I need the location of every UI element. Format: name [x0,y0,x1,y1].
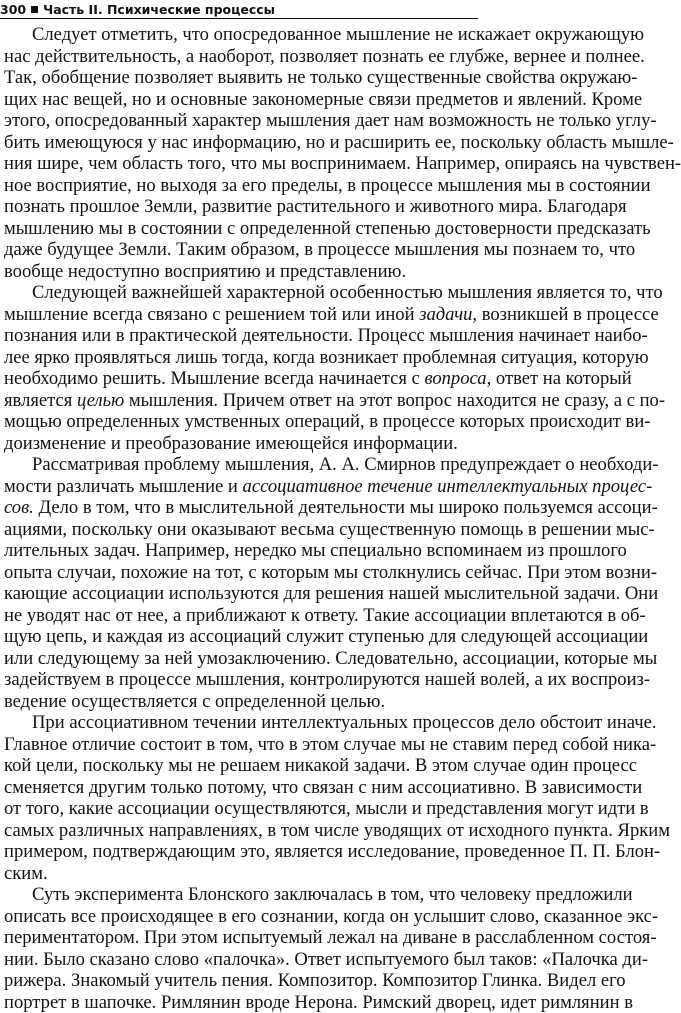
text-run: периментатором. При этом испытуемый лежал на диване в расслабленном состоя- [4,927,657,948]
text-line [4,540,616,562]
text-line [4,583,616,605]
text-line [4,196,616,218]
text-line [4,970,616,992]
text-run: необходимо решить. Мышление всегда начинается с [4,368,425,389]
text-line [4,562,616,584]
text-run: задействуем в процессе мышления, контролируются нашей волей, а их воспроиз- [4,669,650,690]
italic-text: целью [77,390,124,411]
text-line [4,992,616,1013]
text-line [4,949,616,971]
paragraph [4,24,616,282]
text-line [4,110,616,132]
italic-text: сов. [4,497,34,518]
text-line [4,218,616,240]
text-line [4,46,616,68]
text-line [4,433,616,455]
text-line [4,390,616,412]
text-run: познания или в практической деятельности. Процесс мышления начинает наибо- [4,325,648,346]
paragraph [4,712,616,884]
text-run: Рассматривая проблему мышления, А. А. Смирнов предупреждает о необходи- [32,454,659,475]
text-run: лее ярко проявляться лишь тогда, когда возникает проблемная ситуация, которую [4,347,649,368]
text-line [4,325,616,347]
text-line [4,734,616,756]
text-line [4,454,616,476]
text-run: познать прошлое Земли, развитие растительного и животного мира. Благодаря [4,196,627,217]
text-line [4,67,616,89]
text-run: не уводят нас от нее, а приближают к ответу. Такие ассоциации вплетаются в об- [4,605,646,626]
text-run: ским. [4,863,48,884]
body-text [4,24,616,1013]
text-line [4,691,616,713]
text-line [4,605,616,627]
text-run: мышления. Причем ответ на этот вопрос находится не сразу, а с по- [124,390,665,411]
text-line [4,648,616,670]
text-line [4,519,616,541]
text-run: мощью определенных умственных операций, в процессе которых происходит ви- [4,411,650,432]
text-run: ное восприятие, но выходя за его пределы, в процессе мышления мы в состоянии [4,175,651,196]
text-run: сменяется другим только потому, что связан с ним ассоциативно. В зависимости [4,777,642,798]
text-run: от того, какие ассоциации осуществляются, мысли и представления могут идти в [4,798,649,819]
text-line [4,24,616,46]
text-run: портрет в шапочке. Римлянин вроде Нерона. Римский дворец, идет римлянин в [4,992,633,1013]
text-run: является [4,390,77,411]
text-run: мышлению мы в состоянии с определенной степенью достоверности предсказать [4,218,651,239]
paragraph [4,282,616,454]
italic-text: задачи [419,304,472,325]
text-line [4,347,616,369]
text-run: Следует отметить, что опосредованное мышление не искажает окружающую [32,24,644,45]
text-run: ния шире, чем область того, что мы воспринимаем. Например, опираясь на чувствен- [4,153,681,174]
text-run: Так, обобщение позволяет выявить не только существенные свойства окружаю- [4,67,637,88]
text-line [4,777,616,799]
text-run: примером, подтверждающим это, является исследование, проведенное П. П. Блон- [4,841,660,862]
text-run: описать все происходящее в его сознании, когда он услышит слово, сказанное экс- [4,906,658,927]
text-line [4,669,616,691]
text-line [4,239,616,261]
text-line [4,798,616,820]
text-line [4,368,616,390]
italic-text: вопроса [425,368,487,389]
italic-text: ассоциативное течение интеллектуальных процес- [243,476,653,497]
running-head [0,0,478,19]
text-line [4,927,616,949]
text-run: щих нас вещей, но и основные закономерные связи предметов и явлений. Кроме [4,89,642,110]
text-line [4,153,616,175]
text-line [4,906,616,928]
text-run: , ответ на который [487,368,632,389]
text-run: или следующему за ней умозаключению. Следовательно, ассоциации, которые мы [4,648,657,669]
text-run: Дело в том, что в мыслительной деятельности мы широко пользуемся ассоци- [34,497,658,518]
text-line [4,304,616,326]
text-line [4,820,616,842]
text-line [4,755,616,777]
text-run: доизменение и преобразование имеющейся информации. [4,433,458,454]
page-number: 300 [0,1,26,18]
text-run: лительных задач. Например, нередко мы специально вспоминаем из прошлого [4,540,627,561]
text-run: бить имеющуюся у нас информацию, но и расширить ее, поскольку область мышле- [4,132,674,153]
text-run: , возникшей в процессе [472,304,658,325]
square-bullet-icon [31,6,38,13]
text-run: даже будущее Земли. Таким образом, в процессе мышления мы познаем то, что [4,239,635,260]
text-run: этого, опосредованный характер мышления дает нам возможность не только углу- [4,110,657,131]
text-run: опыта случаи, похожие на тот, с которым мы столкнулись сейчас. При этом возни- [4,562,657,583]
text-line [4,89,616,111]
text-run: ациями, поскольку они оказывают весьма существенную помощь в решении мыс- [4,519,655,540]
text-run: вообще недоступно восприятию и представлению. [4,261,406,282]
text-run: рижера. Знакомый учитель пения. Композитор. Композитор Глинка. Видел его [4,970,626,991]
text-run: щую цепь, и каждая из ассоциаций служит ступенью для следующей ассоциации [4,626,648,647]
text-run: мышление всегда связано с решением той или иной [4,304,419,325]
text-run: нии. Было сказано слово «палочка». Ответ испытуемого был таков: «Палочка ди- [4,949,648,970]
text-line [4,282,616,304]
text-line [4,175,616,197]
text-line [4,712,616,734]
text-line [4,626,616,648]
text-run: Главное отличие состоит в том, что в этом случае мы не ставим перед собой ника- [4,734,656,755]
text-line [4,884,616,906]
section-title: Часть II. Психические процессы [43,1,275,18]
text-run: ведение осуществляется с определенной целью. [4,691,385,712]
text-run: самых различных направлениях, в том числе уводящих от исходного пункта. Ярким [4,820,670,841]
text-run: При ассоциативном течении интеллектуальных процессов дело обстоит иначе. [32,712,657,733]
text-line [4,863,616,885]
text-line [4,497,616,519]
text-run: кой цели, поскольку мы не решаем никакой задачи. В этом случае один процесс [4,755,637,776]
text-run: Суть эксперимента Блонского заключалась в том, что человеку предложили [32,884,633,905]
text-run: кающие ассоциации используются для решения нашей мыслительной задачи. Они [4,583,658,604]
text-run: нас действительность, а наоборот, позволяет познать ее глубже, вернее и полнее. [4,46,645,67]
text-line [4,132,616,154]
paragraph [4,454,616,712]
text-line [4,841,616,863]
text-run: мости различать мышление и [4,476,243,497]
paragraph [4,884,616,1013]
text-line [4,261,616,283]
text-run: Следующей важнейшей характерной особенностью мышления является то, что [32,282,663,303]
text-line [4,411,616,433]
text-line [4,476,616,498]
